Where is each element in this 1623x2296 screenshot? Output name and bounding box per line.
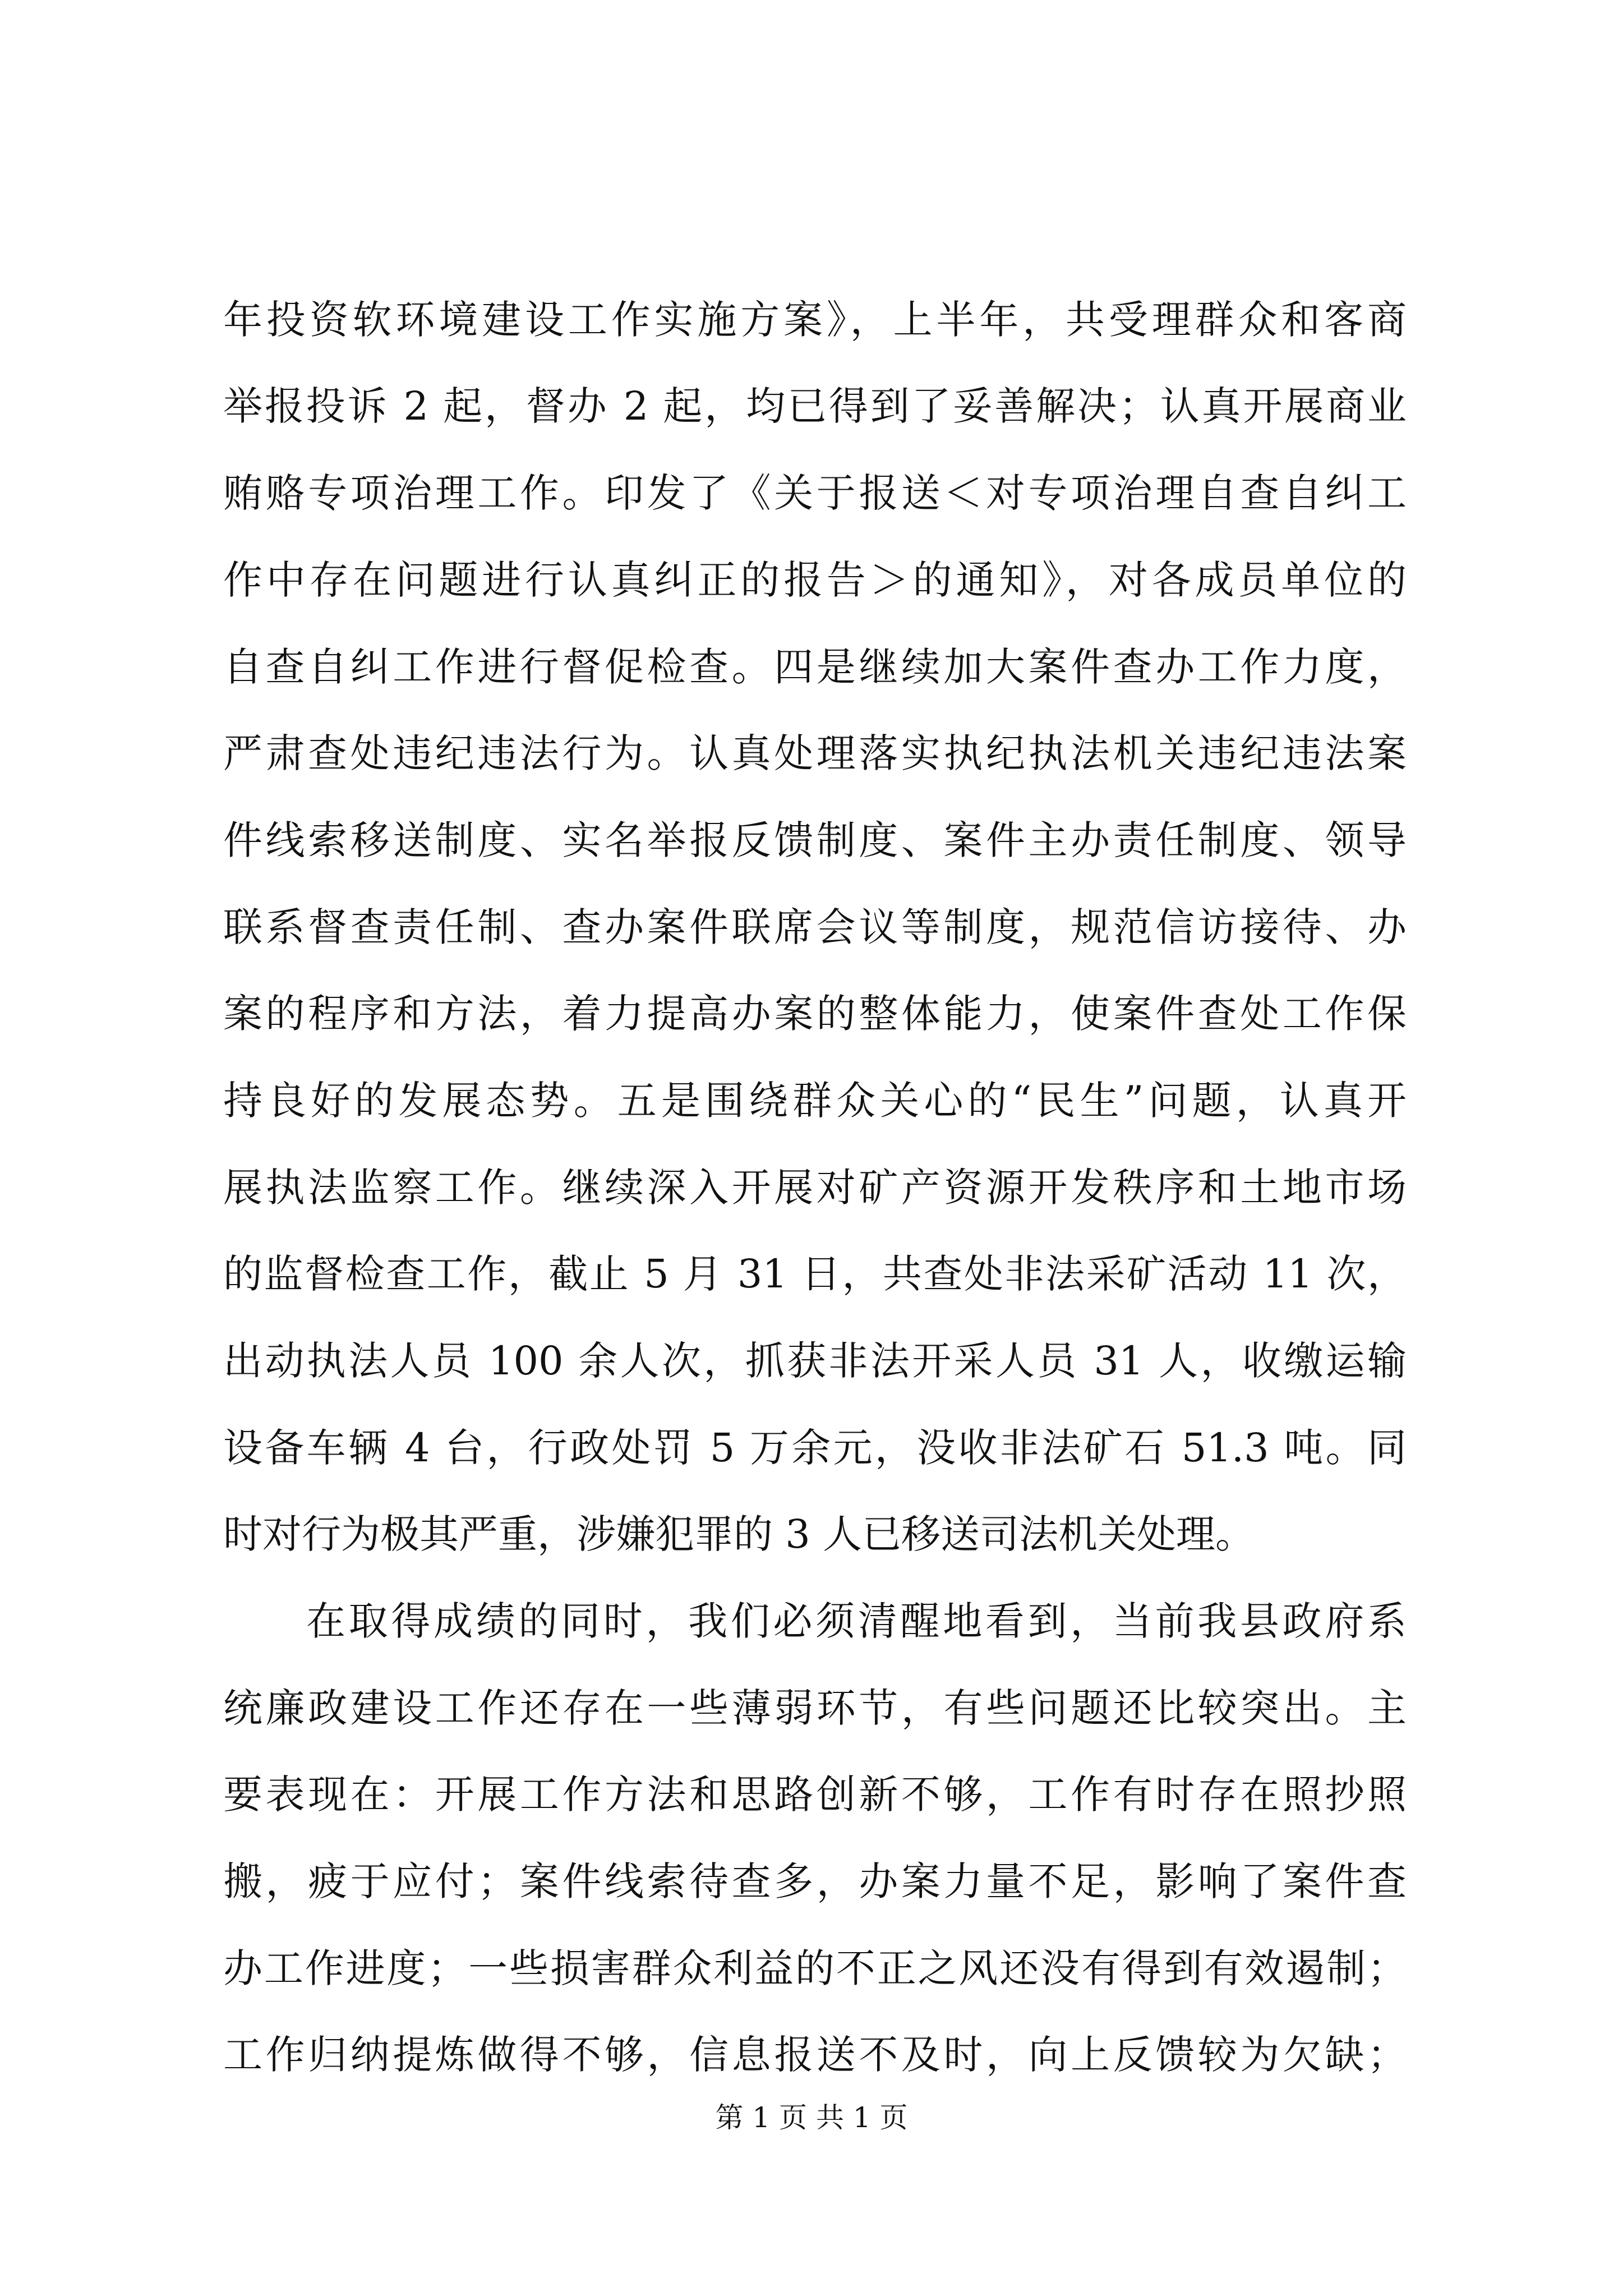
text-line: 件线索移送制度、实名举报反馈制度、案件主办责任制度、领导 <box>223 817 1407 863</box>
text-line: 严肃查处违纪违法行为。认真处理落实执纪执法机关违纪违法案 <box>223 730 1407 776</box>
text-line: 作中存在问题进行认真纠正的报告＞的通知》，对各成员单位的 <box>223 557 1407 603</box>
paragraph-first-line: 在取得成绩的同时，我们必须清醒地看到，当前我县政府系 <box>306 1598 1407 1644</box>
text-line: 联系督查责任制、查办案件联席会议等制度，规范信访接待、办 <box>223 904 1407 950</box>
text-line: 举报投诉 2 起，督办 2 起，均已得到了妥善解决；认真开展商业 <box>223 383 1407 429</box>
text-line: 年投资软环境建设工作实施方案》，上半年，共受理群众和客商 <box>223 297 1407 343</box>
text-line: 设备车辆 4 台，行政处罚 5 万余元，没收非法矿石 51.3 吨。同 <box>223 1425 1407 1471</box>
text-line: 要表现在：开展工作方法和思路创新不够，工作有时存在照抄照 <box>223 1772 1407 1818</box>
text-line: 持良好的发展态势。五是围绕群众关心的“民生”问题，认真开 <box>223 1078 1407 1124</box>
text-line: 搬，疲于应付；案件线索待查多，办案力量不足，影响了案件查 <box>223 1858 1407 1904</box>
text-line: 时对行为极其严重，涉嫌犯罪的 3 人已移送司法机关处理。 <box>223 1511 1255 1557</box>
text-line: 自查自纠工作进行督促检查。四是继续加大案件查办工作力度， <box>223 644 1407 690</box>
text-line: 办工作进度；一些损害群众利益的不正之风还没有得到有效遏制； <box>223 1945 1407 1991</box>
text-line: 贿赂专项治理工作。印发了《关于报送＜对专项治理自查自纠工 <box>223 470 1407 516</box>
text-line: 案的程序和方法，着力提高办案的整体能力，使案件查处工作保 <box>223 991 1407 1037</box>
text-line: 统廉政建设工作还存在一些薄弱环节，有些问题还比较突出。主 <box>223 1685 1407 1731</box>
page-number-footer: 第 1 页 共 1 页 <box>715 2101 908 2134</box>
text-line: 展执法监察工作。继续深入开展对矿产资源开发秩序和土地市场 <box>223 1165 1407 1211</box>
text-line: 出动执法人员 100 余人次，抓获非法开采人员 31 人，收缴运输 <box>223 1338 1407 1384</box>
text-line: 工作归纳提炼做得不够，信息报送不及时，向上反馈较为欠缺； <box>223 2032 1407 2078</box>
text-line: 的监督检查工作，截止 5 月 31 日，共查处非法采矿活动 11 次， <box>223 1251 1407 1297</box>
